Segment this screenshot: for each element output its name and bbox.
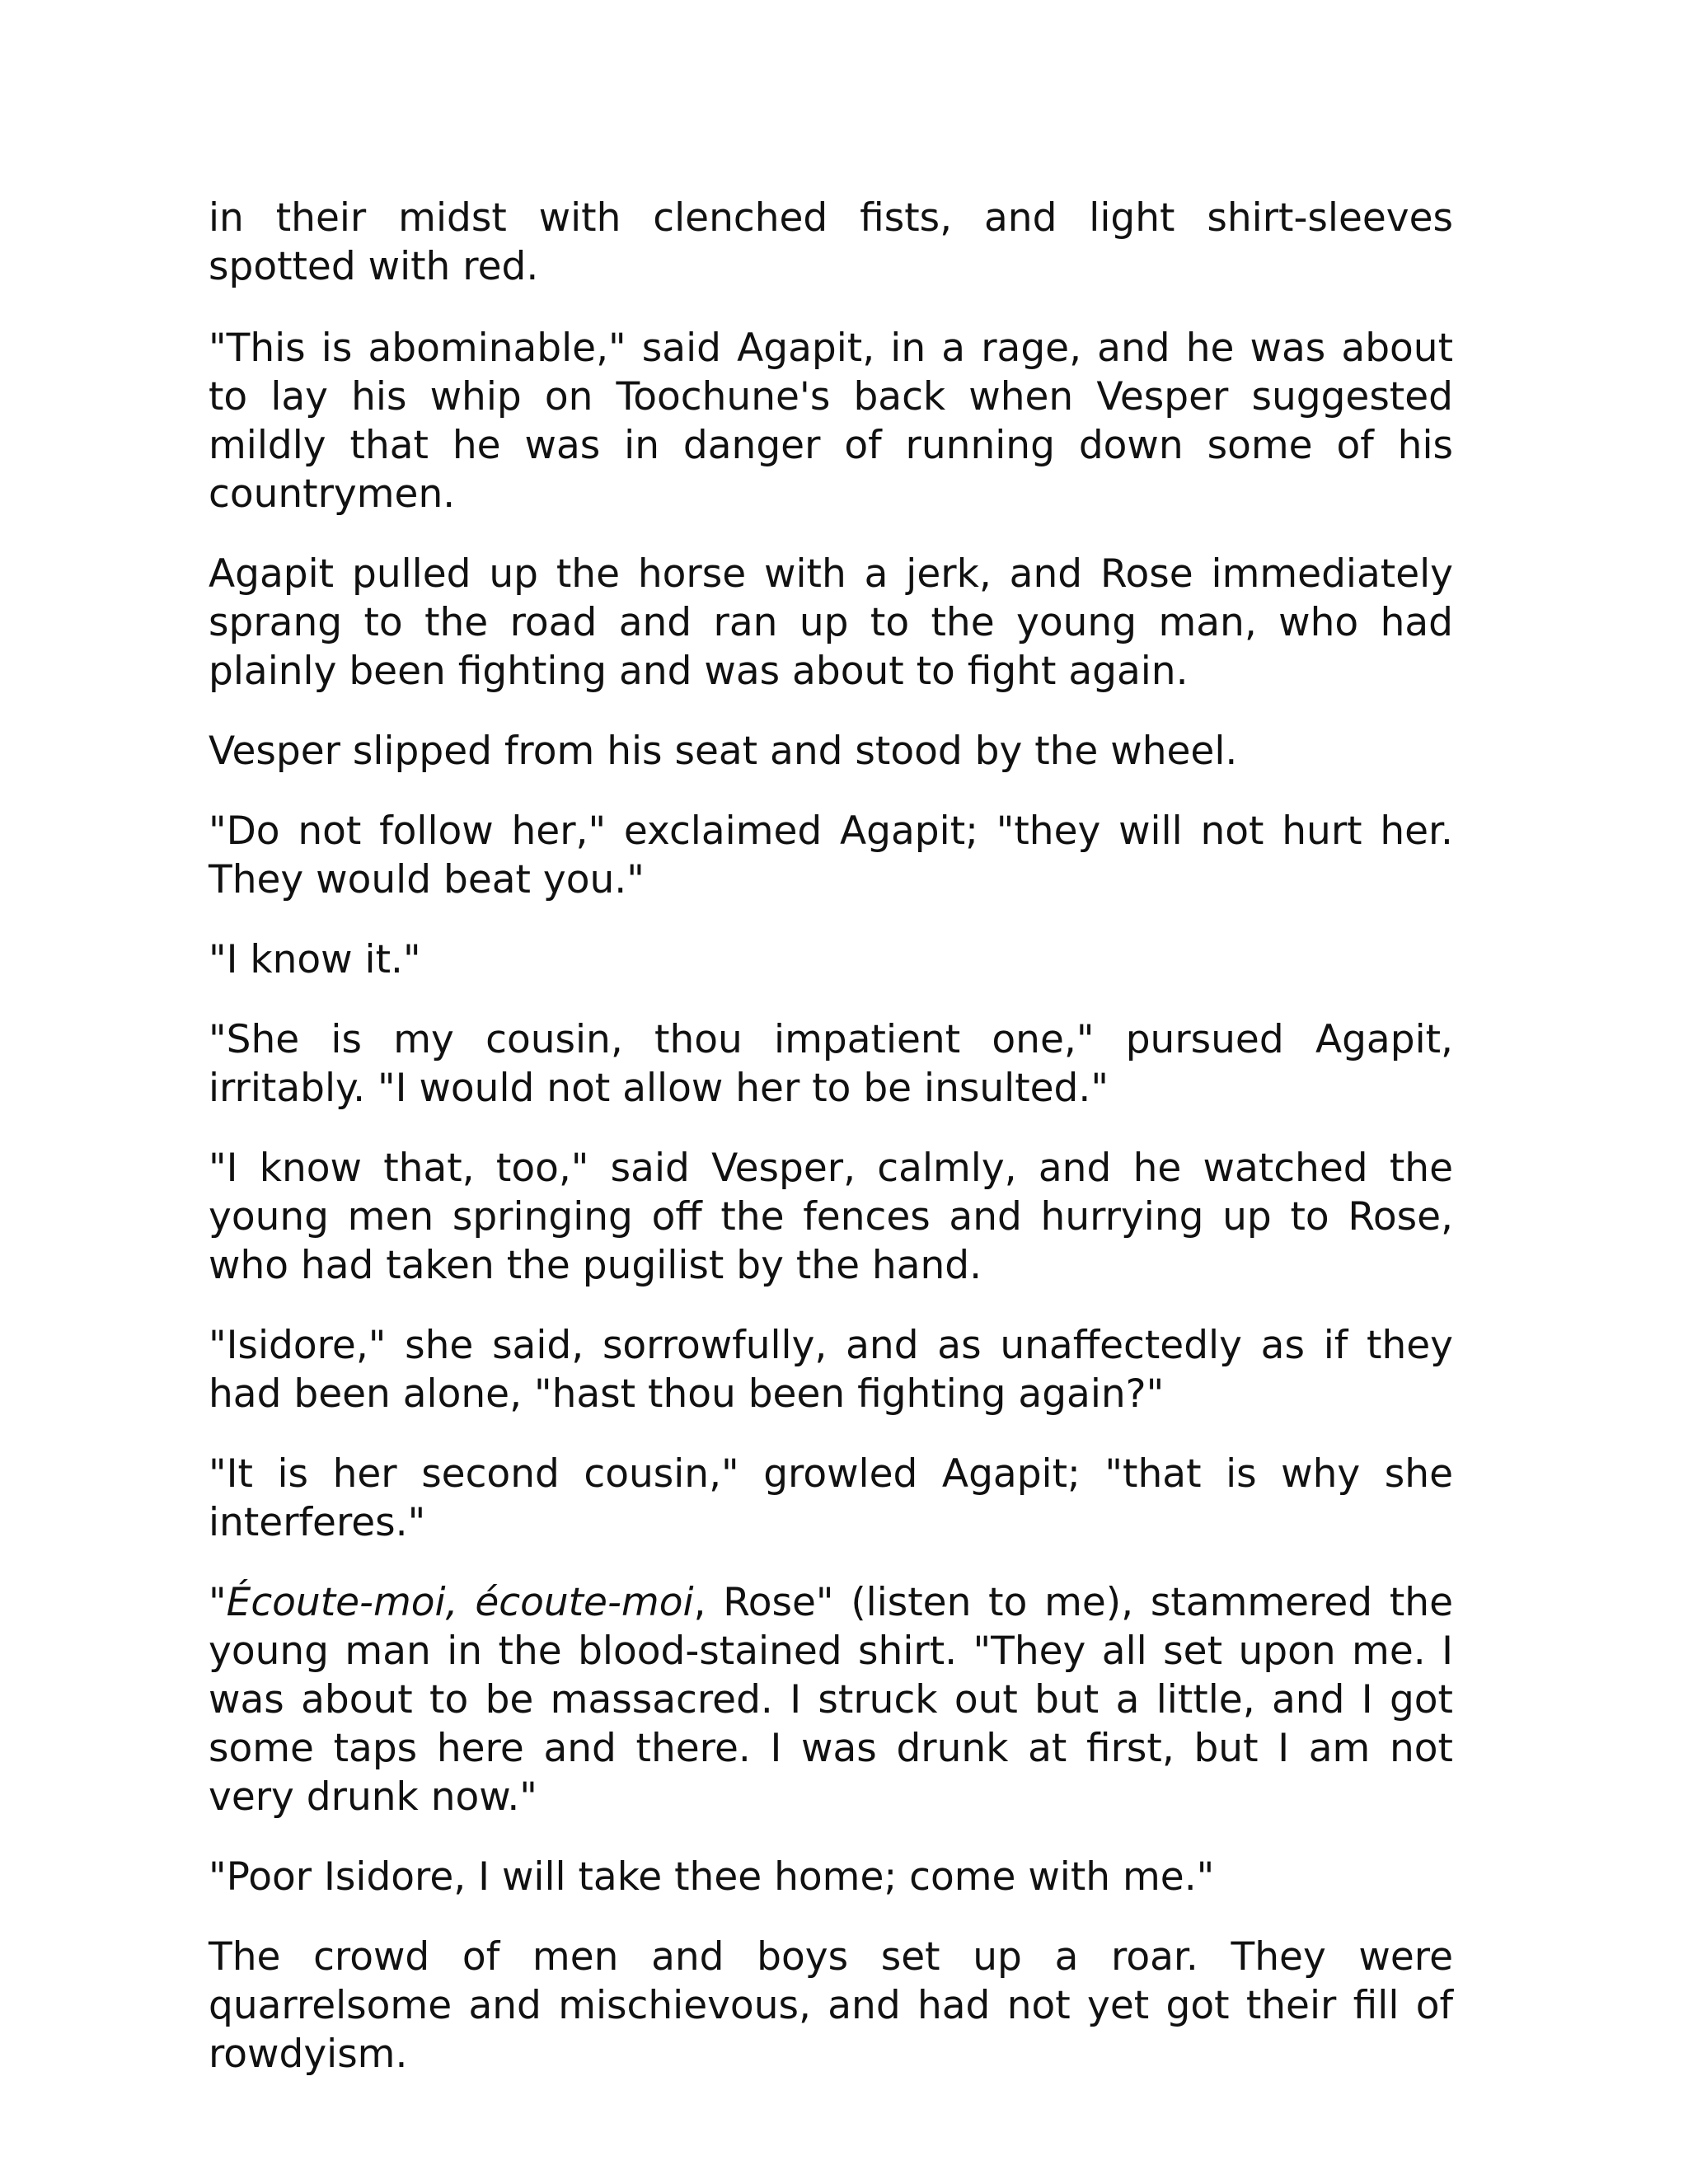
quote-open: " [209,1580,227,1625]
paragraph: "It is her second cousin," growled Agapit; "that is why she interferes." [209,1451,1453,1545]
paragraph: "This is abominable," said Agapit, in a rage, and he was about to lay his whip on Toochune's back when Vesper suggested mildly that he was in danger of running down some of his countrymen. [209,326,1453,517]
page-body [209,194,1453,2110]
paragraph-with-french-phrase [209,1578,1453,1821]
paragraph: "Poor Isidore, I will take thee home; come with me." [209,1854,1215,1900]
paragraph-rest: , Rose" (listen to me), stammered the young man in the blood-stained shirt. "They all set upon me. I was about to be massacred. I struck out but a little, and I got some taps here and there. I was drunk at first, but I am not very drunk now." [209,1580,1453,1820]
paragraph: "I know it." [209,937,421,982]
paragraph: "Isidore," she said, sorrowfully, and as unaffectedly as if they had been alone, "hast thou been fighting again?" [209,1323,1453,1417]
paragraph: The crowd of men and boys set up a roar. They were quarrelsome and mischievous, and had not yet got their fill of rowdyism. [209,1934,1453,2077]
paragraph: Agapit pulled up the horse with a jerk, and Rose immediately sprang to the road and ran up to the young man, who had plainly been fighting and was about to fight again. [209,551,1453,694]
paragraph: "Do not follow her," exclaimed Agapit; "they will not hurt her. They would beat you." [209,808,1453,902]
french-phrase: Écoute-moi, écoute-moi [226,1580,694,1625]
paragraph: "I know that, too," said Vesper, calmly, and he watched the young men springing off the fences and hurrying up to Rose, who had taken the pugilist by the hand. [209,1146,1453,1288]
paragraph: Vesper slipped from his seat and stood by the wheel. [209,729,1238,774]
paragraph: "She is my cousin, thou impatient one," pursued Agapit, irritably. "I would not allow her to be insulted." [209,1017,1453,1111]
paragraph: in their midst with clenched fists, and light shirt-sleeves spotted with red. [209,195,1453,289]
